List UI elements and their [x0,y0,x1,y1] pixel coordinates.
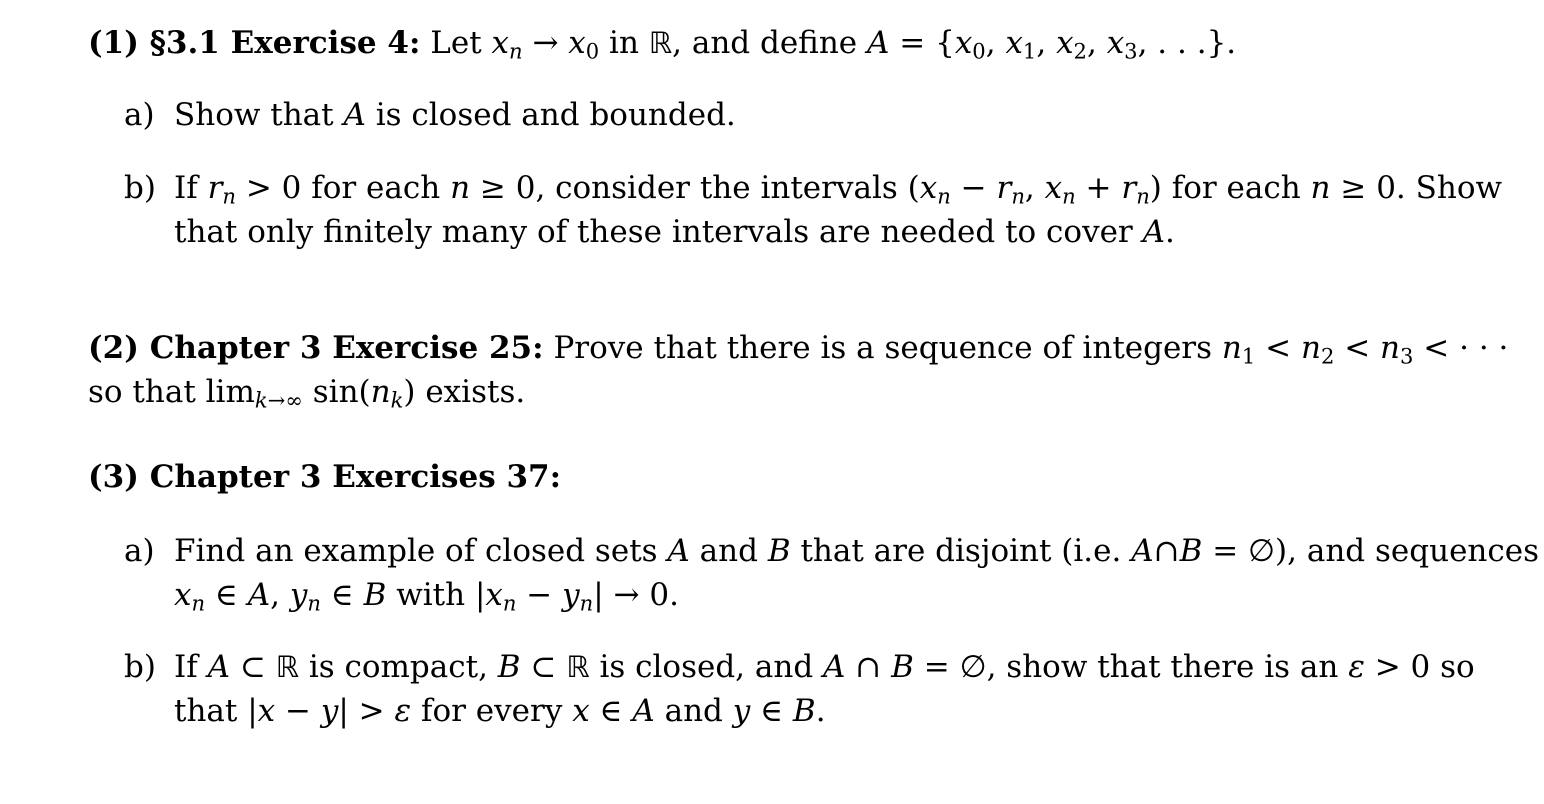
problem-1-intro: Let $x_n \to x_0$ in ℝ, and define $A = \{x_0$, $x_1$, $x_2$, $x_3$, . . .}. [430,25,1237,64]
problem-3a-label: a) [124,533,155,569]
problem-1b-label: b) [124,170,156,206]
problem-3a-line-2: $x_n$ ∈ A, $y_n$ ∈ B with $|x_n - y_n| \to 0$. [174,577,679,616]
problem-1b-line-2: that only finitely many of these intervals are needed to cover A. [174,214,1175,250]
problem-1b-line-1: If $r_n > 0$ for each n ≥ 0, consider the intervals ($x_n - r_n$, $x_n + r_n$) for each n ≥ 0. Show [174,170,1503,209]
problem-3-heading: (3) Chapter 3 Exercises 37: [88,459,562,495]
problem-1-statement [88,25,1237,64]
problem-2-line-2: so that $\lim_{k\to\infty} \sin(n_k)$ exists. [88,374,526,413]
problem-2-heading: (2) Chapter 3 Exercise 25: [88,330,544,366]
problem-2-line-1: (2) Chapter 3 Exercise 25: Prove that there is a sequence of integers $n_1 < n_2 < n_3$ < · · · [88,330,1509,369]
problem-3b-line-2: that |x − y| > ε for every x ∈ A and y ∈ B. [174,693,826,729]
problem-3b-label: b) [124,649,156,685]
problem-1a-text: Show that A is closed and bounded. [174,97,736,133]
problem-3a-line-1: Find an example of closed sets A and B that are disjoint (i.e. A∩B = ∅), and sequences [174,533,1540,569]
problem-1-heading: (1) §3.1 Exercise 4: [88,25,421,61]
problem-3b-line-1: If A ⊂ ℝ is compact, B ⊂ ℝ is closed, and A ∩ B = ∅, show that there is an ε > 0 so [174,649,1475,685]
problem-3-statement [88,459,562,495]
problem-1a-label: a) [124,97,155,133]
